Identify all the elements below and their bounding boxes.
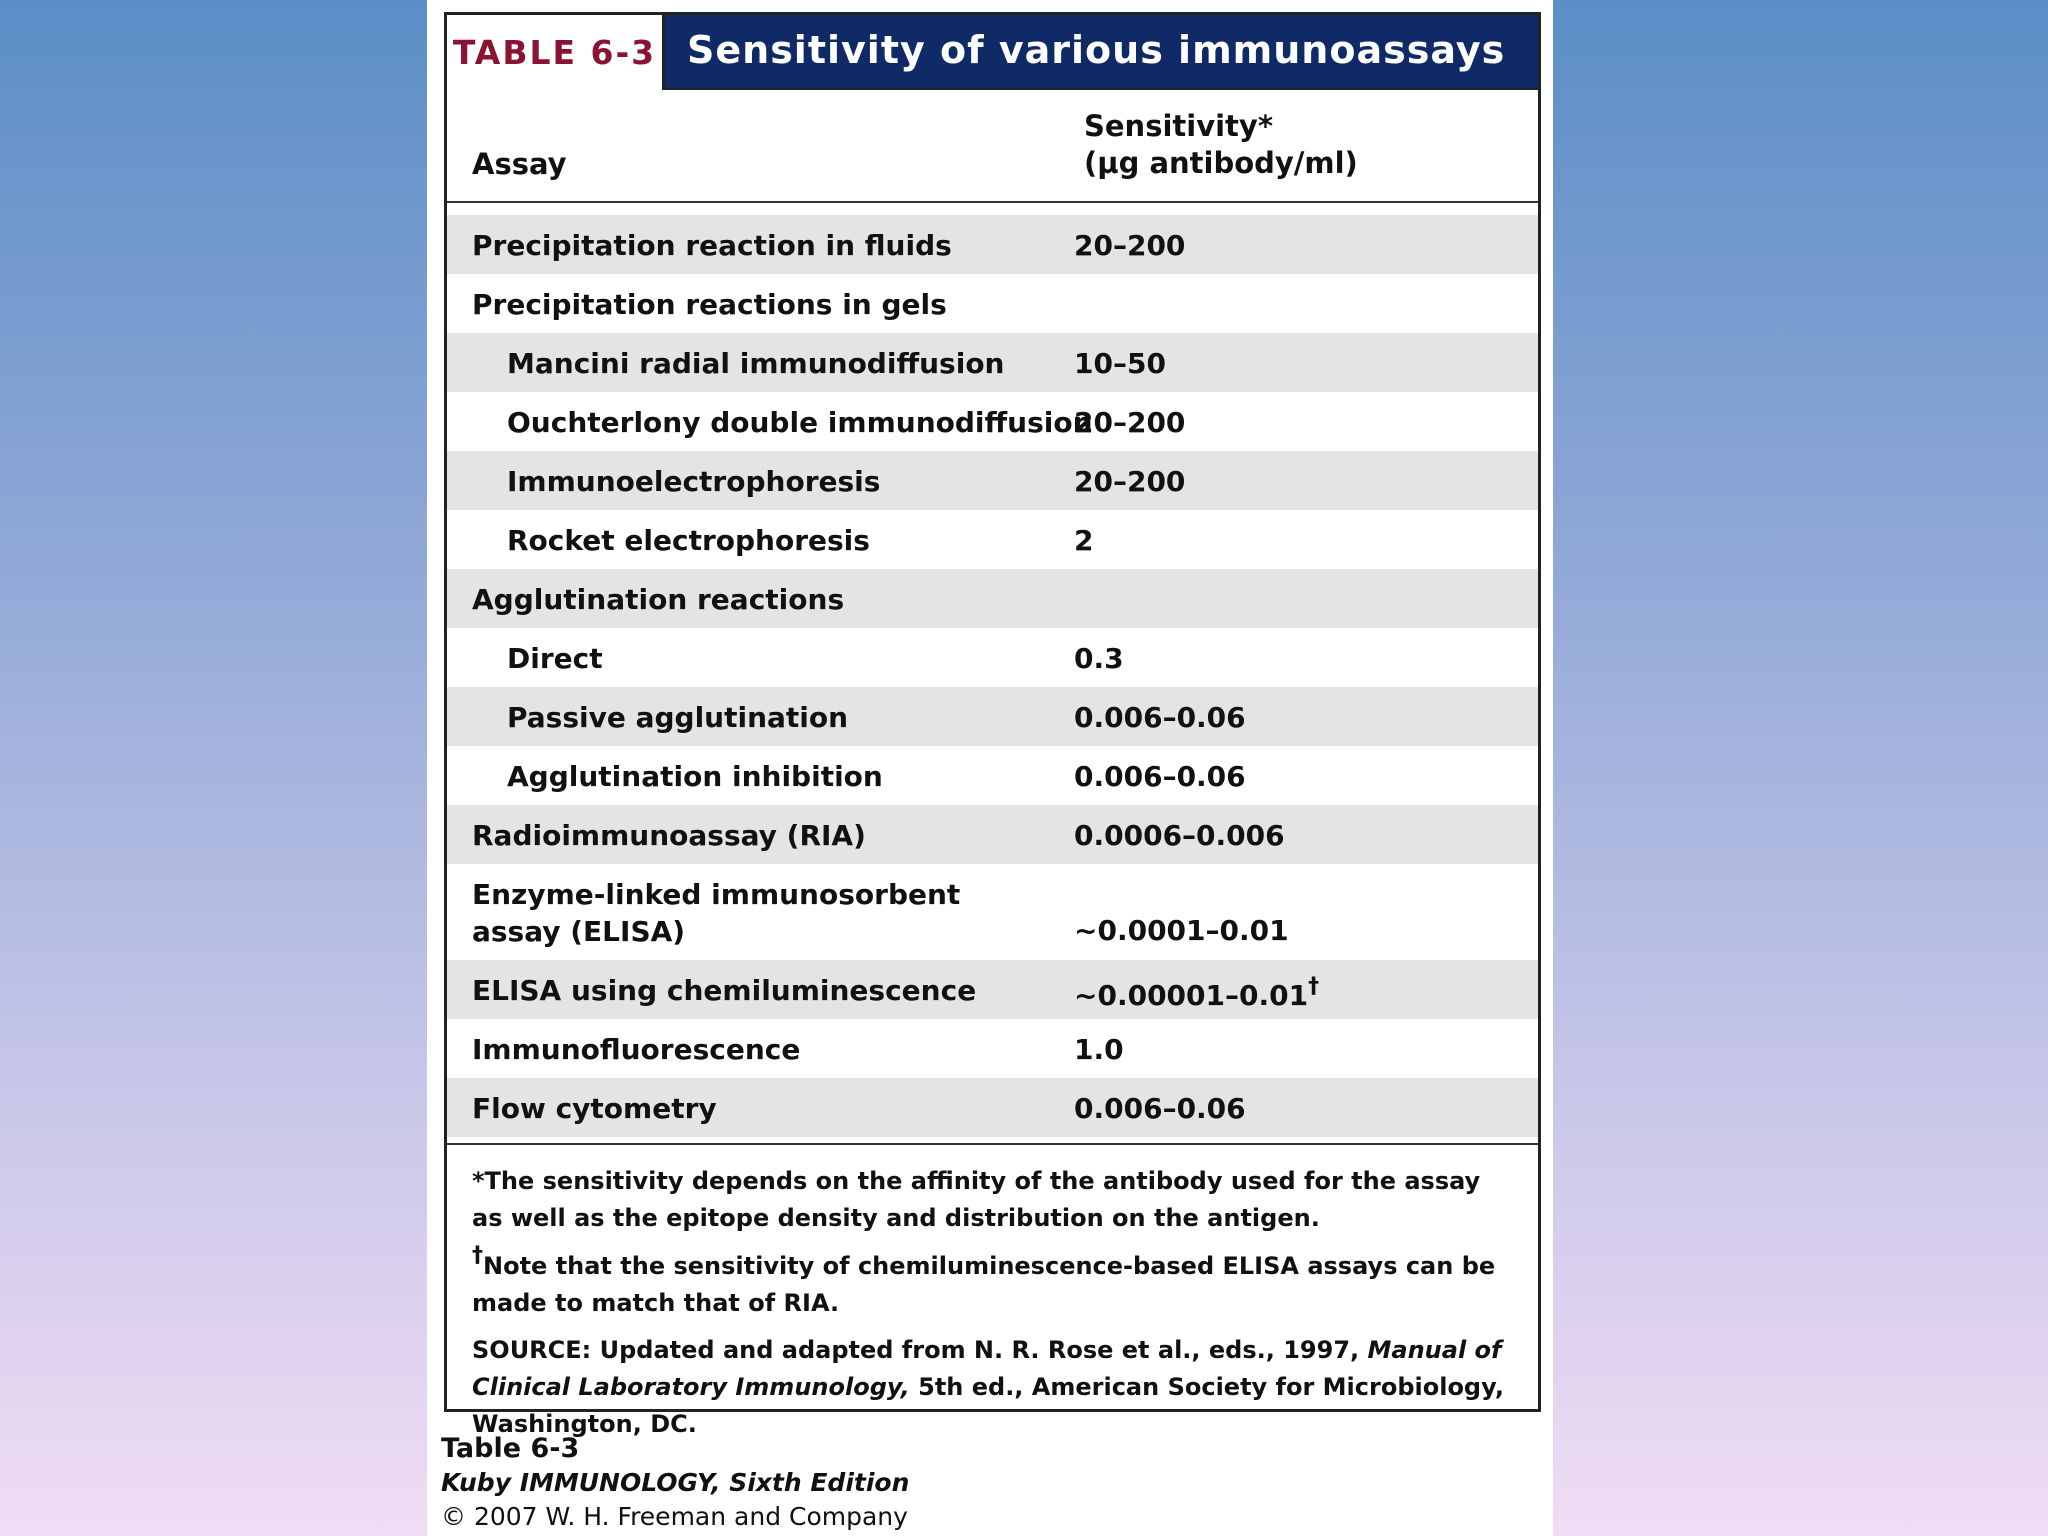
cell-assay: Enzyme-linked immunosorbent assay (ELISA) xyxy=(472,878,961,948)
cell-sensitivity: 20–200 xyxy=(1074,229,1186,262)
figure-caption xyxy=(441,1432,909,1534)
table-row xyxy=(447,451,1538,510)
table-row xyxy=(447,1019,1538,1078)
table-row xyxy=(447,864,1538,960)
table-row xyxy=(447,687,1538,746)
table-row xyxy=(447,392,1538,451)
source-suffix: 5th ed., American Society for Microbiology, Washington, DC. xyxy=(472,1373,1505,1438)
cell-assay: Precipitation reactions in gels xyxy=(472,288,947,321)
table-row xyxy=(447,960,1538,1019)
cell-sensitivity: 0.0006–0.006 xyxy=(1074,819,1285,852)
cell-assay: Rocket electrophoresis xyxy=(507,524,870,557)
cell-assay: Radioimmunoassay (RIA) xyxy=(472,819,866,852)
header-sensitivity-line1: Sensitivity* xyxy=(1084,109,1273,143)
header-sensitivity-line2: (µg antibody/ml) xyxy=(1084,146,1358,180)
cell-assay: Immunofluorescence xyxy=(472,1033,801,1066)
cell-assay: Direct xyxy=(507,642,603,675)
cell-assay: Ouchterlony double immunodiffusion xyxy=(507,406,1093,439)
cell-sensitivity xyxy=(1074,974,1319,1012)
immunoassay-table xyxy=(444,12,1541,1438)
cell-assay: Precipitation reaction in fluids xyxy=(472,229,952,262)
header-assay: Assay xyxy=(472,147,567,181)
cell-assay: Agglutination inhibition xyxy=(507,760,883,793)
cell-sensitivity: 0.3 xyxy=(1074,642,1124,675)
cell-sensitivity: 1.0 xyxy=(1074,1033,1124,1066)
cell-sensitivity: ~0.0001–0.01 xyxy=(1074,914,1289,947)
cell-sensitivity: 10–50 xyxy=(1074,347,1166,380)
cell-sensitivity: 20–200 xyxy=(1074,406,1186,439)
footnote-star: *The sensitivity depends on the affinity of the antibody used for the assay as well as the epitope density and distribution on the antigen. xyxy=(472,1167,1481,1232)
cell-sensitivity: 0.006–0.06 xyxy=(1074,760,1246,793)
cell-sensitivity: 0.006–0.06 xyxy=(1074,1092,1246,1125)
dagger-mark: † xyxy=(472,1243,483,1268)
cell-assay: ELISA using chemiluminescence xyxy=(472,974,977,1007)
footnote-dagger-text: Note that the sensitivity of chemiluminescence-based ELISA assays can be made to match that of RIA. xyxy=(472,1252,1496,1317)
caption-copyright: © 2007 W. H. Freeman and Company xyxy=(441,1502,908,1531)
cell-sensitivity: 0.006–0.06 xyxy=(1074,701,1246,734)
cell-assay: Passive agglutination xyxy=(507,701,849,734)
table-title-bar xyxy=(447,15,1538,90)
table-body xyxy=(447,215,1538,1137)
column-header-row xyxy=(447,90,1538,203)
cell-value-text: ~0.00001–0.01 xyxy=(1074,979,1309,1012)
cell-assay: Flow cytometry xyxy=(472,1092,717,1125)
caption-book-title: Kuby IMMUNOLOGY, Sixth Edition xyxy=(441,1468,910,1497)
cell-assay: Agglutination reactions xyxy=(472,583,845,616)
table-footnotes xyxy=(447,1143,1538,1443)
table-row xyxy=(447,510,1538,569)
slide-page xyxy=(427,0,1553,1536)
source-prefix: SOURCE: Updated and adapted from N. R. Rose et al., eds., 1997, xyxy=(472,1336,1368,1364)
caption-table-number: Table 6-3 xyxy=(441,1433,580,1464)
table-row xyxy=(447,628,1538,687)
cell-sensitivity: 20–200 xyxy=(1074,465,1186,498)
cell-assay: Immunoelectrophoresis xyxy=(507,465,881,498)
table-tag: TABLE 6-3 xyxy=(447,15,665,90)
table-row xyxy=(447,1078,1538,1137)
table-row xyxy=(447,746,1538,805)
table-row xyxy=(447,805,1538,864)
footnote-dagger xyxy=(472,1237,1513,1322)
table-row xyxy=(447,569,1538,628)
table-row xyxy=(447,333,1538,392)
table-row xyxy=(447,215,1538,274)
cell-assay: Mancini radial immunodiffusion xyxy=(507,347,1005,380)
dagger-footnote-mark: † xyxy=(1308,974,1320,999)
cell-sensitivity: 2 xyxy=(1074,524,1094,557)
source-title: Manual of Clinical Laboratory Immunology, xyxy=(472,1336,1502,1401)
source-note xyxy=(472,1332,1513,1443)
table-title: Sensitivity of various immunoassays xyxy=(687,28,1506,72)
table-row xyxy=(447,274,1538,333)
header-sensitivity xyxy=(1084,108,1358,182)
